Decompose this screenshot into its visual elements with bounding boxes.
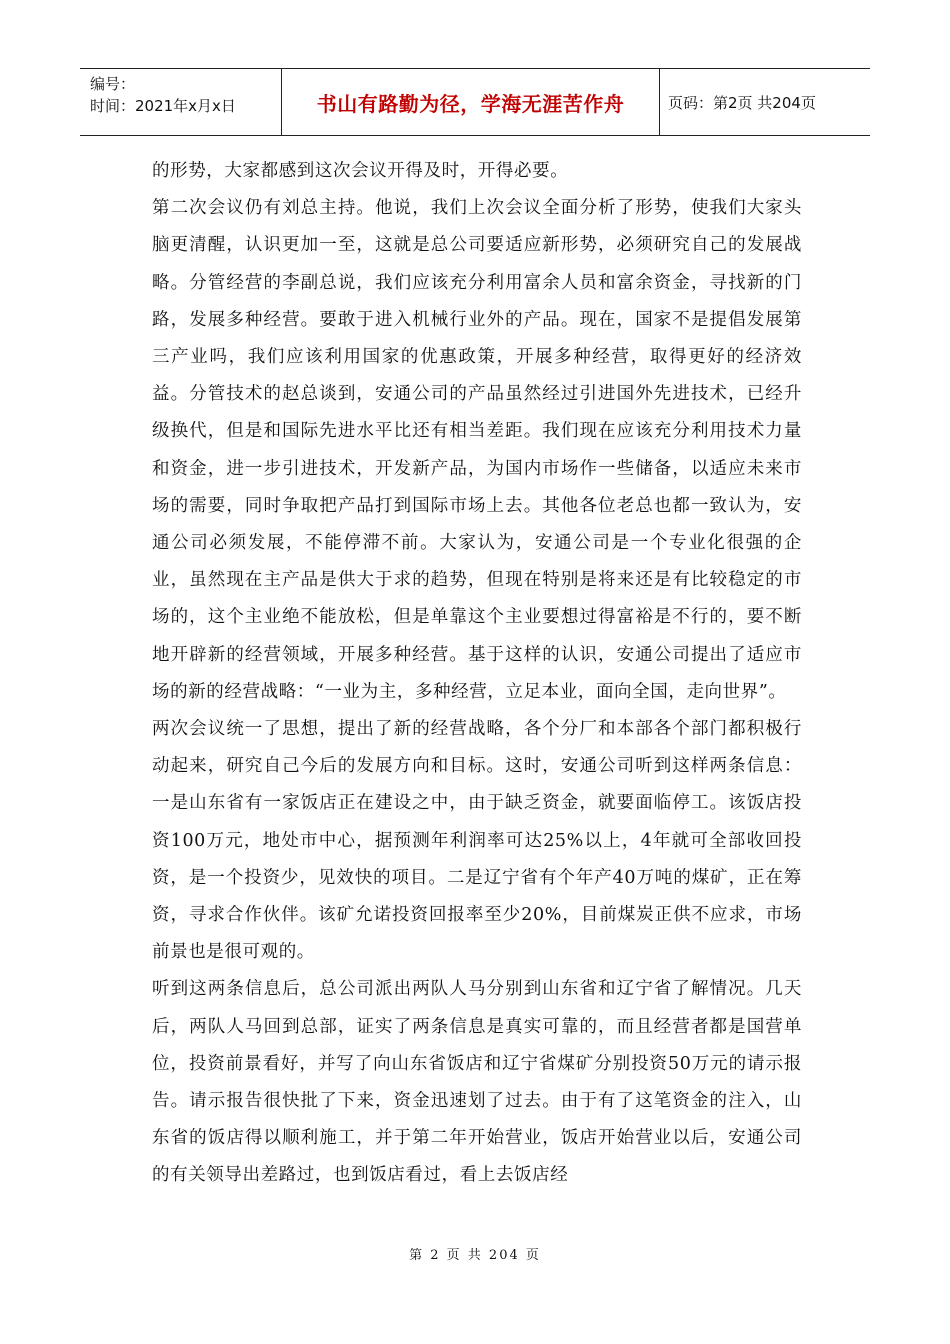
page-header <box>80 68 870 136</box>
header-motto: 书山有路勤为径，学海无涯苦作舟 <box>282 69 660 135</box>
page-footer: 第 2 页 共 204 页 <box>409 1248 541 1263</box>
body-paragraph-3: 两次会议统一了思想，提出了新的经营战略，各个分厂和本部各个部门都积极行动起来，研究自己今后的发展方向和目标。这时，安通公司听到这样两条信息：一是山东省有一家饭店正在建设之中，由于缺乏资金，就要面临停工。该饭店投资100万元，地处市中心，据预测年利润率可达25%以上，4年就可全部收回投资，是一个投资少，见效快的项目。二是辽宁省有个年产40万吨的煤矿，正在筹资，寻求合作伙伴。该矿允诺投资回报率至少20%，目前煤炭正供不应求，市场前景也是很可观的。 <box>152 719 802 963</box>
header-page-info: 页码：第2页 共204页 <box>668 93 816 112</box>
document-date: 时间：2021年x月x日 <box>90 97 236 115</box>
document-number-label: 编号： <box>90 75 136 93</box>
body-paragraph-4: 听到这两条信息后，总公司派出两队人马分别到山东省和辽宁省了解情况。几天后，两队人马回到总部，证实了两条信息是真实可靠的，而且经营者都是国营单位，投资前景看好，并写了向山东省饭店和辽宁省煤矿分别投资50万元的请示报告。请示报告很快批了下来，资金迅速划了过去。由于有了这笔资金的注入，山东省的饭店得以顺利施工，并于第二年开始营业，饭店开始营业以后，安通公司的有关领导出差路过，也到饭店看过，看上去饭店经 <box>152 979 802 1186</box>
body-paragraph-2: 第二次会议仍有刘总主持。他说，我们上次会议全面分析了形势，使我们大家头脑更清醒，认识更加一至，这就是总公司要适应新形势，必须研究自己的发展战略。分管经营的李副总说，我们应该充分利用富余人员和富余资金，寻找新的门路，发展多种经营。要敢于进入机械行业外的产品。现在，国家不是提倡发展第三产业吗，我们应该利用国家的优惠政策，开展多种经营，取得更好的经济效益。分管技术的赵总谈到，安通公司的产品虽然经过引进国外先进技术，已经升级换代，但是和国际先进水平比还有相当差距。我们现在应该充分利用技术力量和资金，进一步引进技术，开发新产品，为国内市场作一些储备，以适应未来市场的需要，同时争取把产品打到国际市场上去。其他各位老总也都一致认为，安通公司必须发展，不能停滞不前。大家认为，安通公司是一个专业化很强的企业，虽然现在主产品是供大于求的趋势，但现在特别是将来还是有比较稳定的市场的，这个主业绝不能放松，但是单靠这个主业要想过得富裕是不行的，要不断地开辟新的经营领域，开展多种经营。基于这样的认识，安通公司提出了适应市场的新的经营战略：“一业为主，多种经营，立足本业，面向全国，走向世界”。 <box>152 198 802 702</box>
header-meta-cell <box>80 69 282 135</box>
body-paragraph-1: 的形势，大家都感到这次会议开得及时，开得必要。 <box>152 161 569 181</box>
document-body <box>152 153 802 1195</box>
